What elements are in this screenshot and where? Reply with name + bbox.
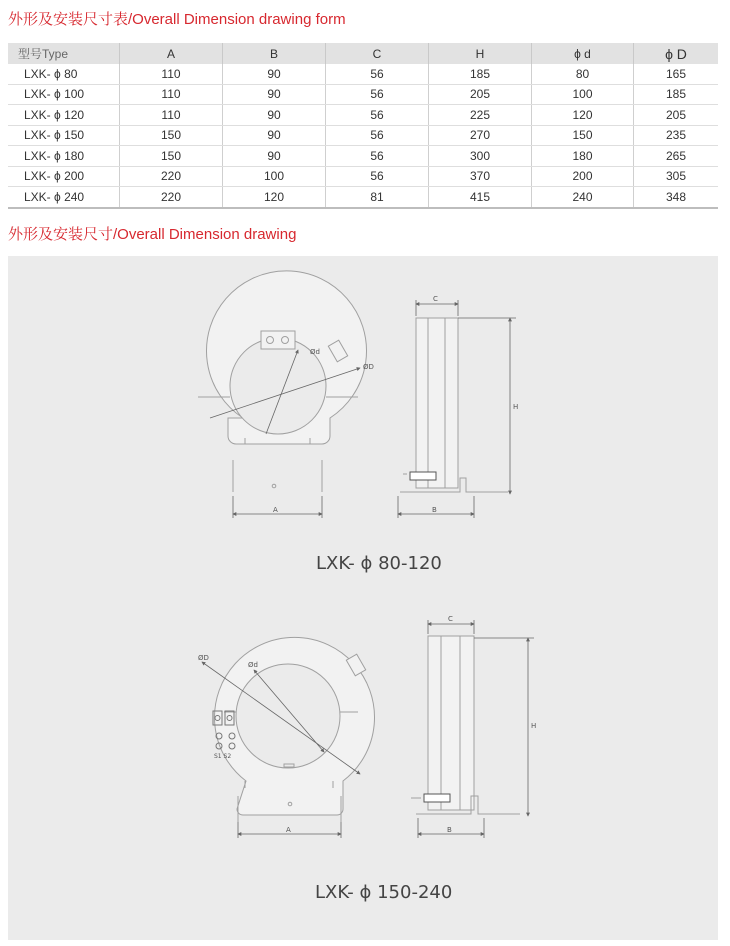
cell-d-large: 265 xyxy=(634,146,719,167)
cell-d-small: 80 xyxy=(532,64,634,84)
cell-type: LXK- ϕ 120 xyxy=(8,105,120,126)
cell-a: 220 xyxy=(120,187,223,208)
col-c: C xyxy=(326,43,429,64)
cell-a: 110 xyxy=(120,84,223,105)
drawing2-caption: LXK- ϕ 150-240 xyxy=(315,882,453,903)
drawing1-label-d: Ød xyxy=(310,348,320,356)
drawing1-label-A: A xyxy=(273,506,278,514)
cell-a: 110 xyxy=(120,64,223,84)
drawing2-front-view xyxy=(213,637,375,822)
table-row xyxy=(8,64,718,84)
cell-h: 270 xyxy=(429,125,532,146)
col-a: A xyxy=(120,43,223,64)
cell-type: LXK- ϕ 200 xyxy=(8,166,120,187)
cell-c: 56 xyxy=(326,105,429,126)
cell-h: 370 xyxy=(429,166,532,187)
drawing-heading: 外形及安装尺寸/Overall Dimension drawing xyxy=(8,226,297,243)
col-type: 型号Type xyxy=(8,43,120,64)
cell-d-small: 200 xyxy=(532,166,634,187)
cell-b: 90 xyxy=(223,146,326,167)
drawing1-label-H: H xyxy=(513,403,519,411)
cell-a: 150 xyxy=(120,125,223,146)
cell-c: 56 xyxy=(326,64,429,84)
cell-h: 415 xyxy=(429,187,532,208)
table-row xyxy=(8,105,718,126)
cell-c: 56 xyxy=(326,146,429,167)
cell-h: 185 xyxy=(429,64,532,84)
cell-d-large: 348 xyxy=(634,187,719,208)
table-header-row xyxy=(8,43,718,64)
cell-type: LXK- ϕ 150 xyxy=(8,125,120,146)
drawing2-label-A: A xyxy=(286,826,291,834)
drawing1-label-D: ØD xyxy=(363,363,374,371)
cell-d-small: 120 xyxy=(532,105,634,126)
drawing1-label-C: C xyxy=(433,295,438,303)
col-d-large: ϕ D xyxy=(634,43,719,64)
table-row xyxy=(8,166,718,187)
drawing2-terminal-label: S1 S2 xyxy=(214,753,232,760)
cell-a: 220 xyxy=(120,166,223,187)
table-heading: 外形及安装尺寸表/Overall Dimension drawing form xyxy=(8,11,346,28)
cell-h: 205 xyxy=(429,84,532,105)
drawing-panel xyxy=(8,256,718,940)
cell-c: 81 xyxy=(326,187,429,208)
cell-d-large: 205 xyxy=(634,105,719,126)
cell-c: 56 xyxy=(326,84,429,105)
drawing1-front-view xyxy=(198,271,367,492)
cell-b: 120 xyxy=(223,187,326,208)
drawing1-caption: LXK- ϕ 80-120 xyxy=(316,553,442,574)
cell-h: 225 xyxy=(429,105,532,126)
cell-type: LXK- ϕ 100 xyxy=(8,84,120,105)
drawing2-label-C: C xyxy=(448,615,453,623)
cell-c: 56 xyxy=(326,125,429,146)
drawing2-label-H: H xyxy=(531,722,537,730)
drawing2-side-view xyxy=(411,636,520,814)
drawing1-side-view xyxy=(400,318,508,492)
cell-d-large: 185 xyxy=(634,84,719,105)
table-row xyxy=(8,187,718,208)
drawing2-label-d: Ød xyxy=(248,661,258,669)
cell-type: LXK- ϕ 240 xyxy=(8,187,120,208)
cell-h: 300 xyxy=(429,146,532,167)
cell-d-small: 180 xyxy=(532,146,634,167)
drawing2-label-D: ØD xyxy=(198,654,209,662)
dimension-table xyxy=(8,43,718,209)
cell-a: 110 xyxy=(120,105,223,126)
cell-b: 90 xyxy=(223,125,326,146)
cell-d-large: 165 xyxy=(634,64,719,84)
table-row xyxy=(8,146,718,167)
col-h: H xyxy=(429,43,532,64)
cell-d-small: 150 xyxy=(532,125,634,146)
cell-d-small: 240 xyxy=(532,187,634,208)
cell-b: 90 xyxy=(223,84,326,105)
cell-b: 100 xyxy=(223,166,326,187)
col-d-small: ϕ d xyxy=(532,43,634,64)
cell-type: LXK- ϕ 80 xyxy=(8,64,120,84)
drawing2-label-B: B xyxy=(447,826,452,834)
col-b: B xyxy=(223,43,326,64)
cell-d-small: 100 xyxy=(532,84,634,105)
cell-type: LXK- ϕ 180 xyxy=(8,146,120,167)
dimension-drawings xyxy=(8,256,718,940)
cell-d-large: 305 xyxy=(634,166,719,187)
cell-a: 150 xyxy=(120,146,223,167)
drawing1-label-B: B xyxy=(432,506,437,514)
cell-c: 56 xyxy=(326,166,429,187)
cell-b: 90 xyxy=(223,64,326,84)
cell-d-large: 235 xyxy=(634,125,719,146)
cell-b: 90 xyxy=(223,105,326,126)
table-row xyxy=(8,84,718,105)
table-row xyxy=(8,125,718,146)
